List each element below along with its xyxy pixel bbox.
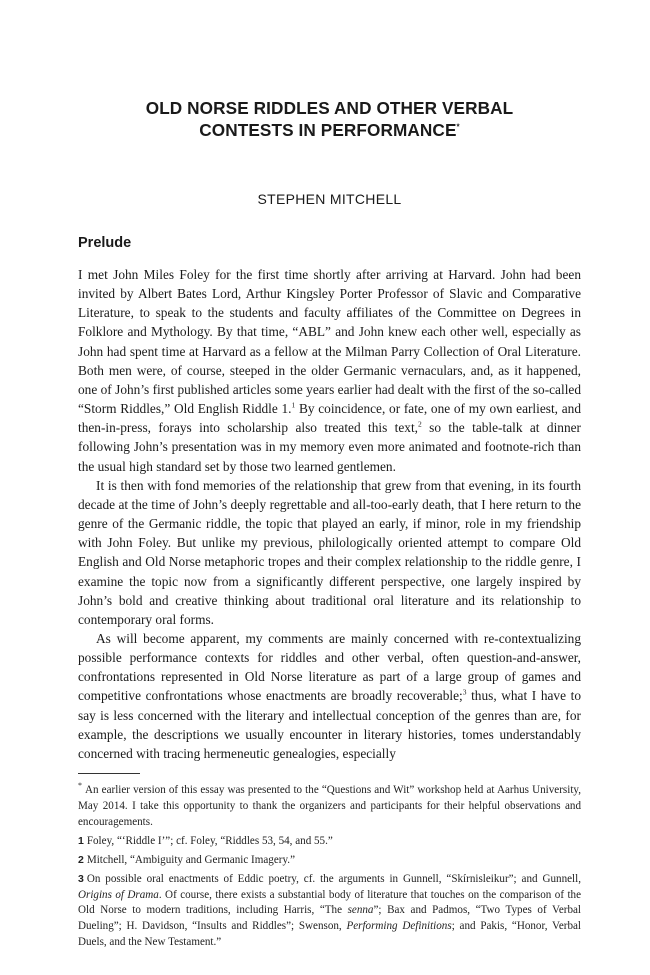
footnote [78, 872, 581, 952]
italic-title: senna [347, 904, 374, 917]
footnote-reference: 1 [291, 400, 296, 410]
text-run: Mitchell, “Ambiguity and Germanic Imagery.” [86, 853, 295, 866]
text-run: ”; Bax and Padmos, “Two Types of Verbal Dueling”; H. Davidson, “Insults and Riddles”; Swenson, [78, 904, 581, 933]
text-run: Foley, “‘Riddle I’”; cf. Foley, “Riddles 53, 54, and 55.” [86, 834, 333, 847]
essay-title [78, 97, 581, 141]
text-run: . Of course, there exists a substantial body of literature that touches on the comparison of the Old Norse to modern traditions, including Harris, “The [78, 888, 581, 917]
essay-title-line-2-text: CONTESTS IN PERFORMANCE [199, 120, 457, 140]
text-run: thus, what I have to say is less concerned with the literary and intellectual conception of the genres than are, for example, the descriptions we usually encounter in literary histories, tomes understandably concerned with tracing hermeneutic genealogies, especially [78, 688, 581, 761]
paragraph [78, 265, 581, 476]
italic-title: Performing Definitions [346, 920, 452, 933]
text-run: so the table-talk at dinner following John’s presentation was in my memory even more animated and footnote-rich than the usual high standard set by those two learned gentlemen. [78, 420, 581, 474]
footnote [78, 783, 581, 831]
footnotes [78, 783, 581, 951]
text-run: It is then with fond memories of the relationship that grew from that evening, in its fourth decade at the time of John’s deeply regrettable and all-too-early death, that I here return to the genre of the Germanic riddle, the topic that played an early, if minor, role in my friendship with John Foley. But unlike my previous, philologically oriented attempt to compare Old English and Old Norse metaphoric tropes and their complex relationship to the riddle genre, I examine the topic now from a significantly different perspective, one largely inspired by John’s bold and creative thinking about traditional oral literature and its relationship to contemporary oral forms. [78, 477, 581, 627]
essay-title-line-1: OLD NORSE RIDDLES AND OTHER VERBAL [145, 98, 514, 118]
text-run: I met John Miles Foley for the first time shortly after arriving at Harvard. John had been invited by Albert Bates Lord, Arthur Kingsley Porter Professor of Slavic and Comparative Literature, to speak to the students and faculty affiliates of the Committee on Degrees in Folklore and Mythology. By that time, “ABL” and John knew each other well, especially as John had spent time at Harvard as a fellow at the Milman Parry Collection of Oral Literature. Both men were, of course, steeped in the older Germanic vernaculars, and, as it happened, one of John’s first published articles some years earlier had dealt with the first of the so-called “Storm Riddles,” Old English Riddle 1. [78, 267, 581, 417]
italic-title: Origins of Drama [78, 888, 159, 901]
body-text [78, 265, 581, 763]
text-run: As will become apparent, my comments are mainly concerned with re-contextualizing possible performance contexts for riddles and other verbal, often question-and-answer, confrontations represented in Old Norse literature as part of a large group of games and competitive confrontations whose enactments are broadly recoverable; [78, 630, 581, 704]
paragraph [78, 476, 581, 629]
page [78, 0, 581, 951]
essay-title-line-2 [78, 119, 581, 141]
footnote [78, 853, 581, 869]
text-run: An earlier version of this essay was presented to the “Questions and Wit” workshop held at Aarhus University, May 2014. I take this opportunity to thank the organizers and participants for their helpful observations and encouragements. [78, 784, 581, 828]
author-name: STEPHEN MITCHELL [257, 191, 402, 207]
footnote-number: * [78, 781, 82, 791]
footnote-reference: 2 [418, 419, 422, 429]
text-run: By coincidence, or fate, one of my own earliest, and then-in-press, forays into scholarship also treated this text, [78, 401, 581, 436]
footnote [78, 834, 581, 850]
footnote-number: 3 [78, 872, 84, 885]
text-run: On possible oral enactments of Eddic poetry, cf. the arguments in Gunnell, “Skírnisleikur”; and Gunnell, [86, 872, 581, 885]
text-run: ; and Pakis, “Honor, Verbal Duels, and the New Testament.” [78, 920, 582, 949]
footnote-reference: 3 [462, 688, 467, 697]
footnote-number: 1 [78, 834, 84, 847]
title-footnote-marker: * [456, 122, 460, 132]
section-heading: Prelude [78, 235, 132, 251]
footnote-divider [78, 773, 140, 774]
footnote-number: 2 [78, 853, 84, 866]
paragraph [78, 629, 581, 763]
